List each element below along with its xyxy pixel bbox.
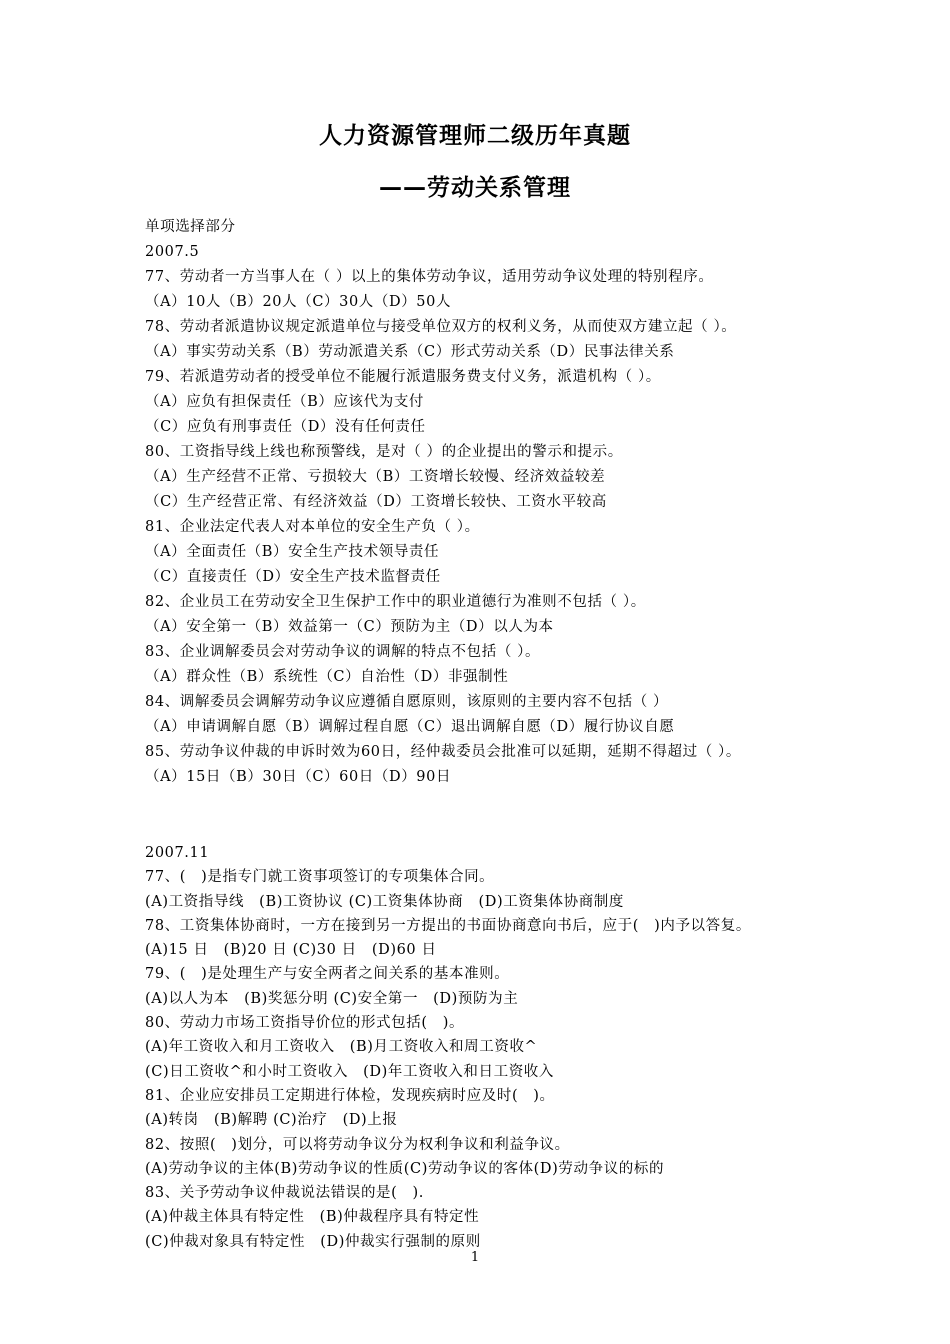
options-80-a: （A）生产经营不正常、亏损较大（B）工资增长较慢、经济效益较差 <box>145 469 606 485</box>
options-85: （A）15日（B）30日（C）60日（D）90日 <box>145 769 452 785</box>
section-2007-11 <box>145 841 845 1254</box>
options-82: (A)劳动争议的主体(B)劳动争议的性质(C)劳动争议的客体(D)劳动争议的标的 <box>145 1160 665 1177</box>
options-83-a: (A)仲裁主体具有特定性 (B)仲裁程序具有特定性 <box>145 1209 480 1226</box>
options-82: （A）安全第一（B）效益第一（C）预防为主（D）以人为本 <box>145 619 554 635</box>
options-78: （A）事实劳动关系（B）劳动派遣关系（C）形式劳动关系（D）民事法律关系 <box>145 344 675 360</box>
question-78: 78、劳动者派遣协议规定派遣单位与接受单位双方的权利义务，从而使双方建立起（ ）。 <box>145 319 737 335</box>
question-80: 80、工资指导线上线也称预警线，是对（ ）的企业提出的警示和提示。 <box>145 444 623 460</box>
section-label: 单项选择部分 <box>145 219 236 235</box>
options-81-a: （A）全面责任（B）安全生产技术领导责任 <box>145 544 440 560</box>
question-82: 82、企业员工在劳动安全卫生保护工作中的职业道德行为准则不包括（ ）。 <box>145 594 646 610</box>
document-title: 人力资源管理师二级历年真题 <box>319 123 631 149</box>
options-77: （A）10人（B）20人（C）30人（D）50人 <box>145 294 452 310</box>
options-77: (A)工资指导线 (B)工资协议 (C)工资集体协商 (D)工资集体协商制度 <box>145 893 625 910</box>
options-79-a: （A）应负有担保责任（B）应该代为支付 <box>145 394 425 410</box>
question-85: 85、劳动争议仲裁的申诉时效为60日，经仲裁委员会批准可以延期，延期不得超过（ ）。 <box>145 744 741 760</box>
question-77: 77、劳动者一方当事人在（ ）以上的集体劳动争议，适用劳动争议处理的特别程序。 <box>145 269 714 285</box>
options-80-c: （C）生产经营正常、有经济效益（D）工资增长较快、工资水平较高 <box>145 494 607 510</box>
options-79-c: （C）应负有刑事责任（D）没有任何责任 <box>145 419 426 435</box>
options-80-a: (A)年工资收入和月工资收入 (B)月工资收入和周工资收^ <box>145 1039 538 1056</box>
question-80: 80、劳动力市场工资指导价位的形式包括( )。 <box>145 1015 465 1032</box>
question-78: 78、工资集体协商时，一方在接到另一方提出的书面协商意向书后，应于( )内予以答复。 <box>145 917 751 934</box>
question-81: 81、企业法定代表人对本单位的安全生产负（ ）。 <box>145 519 480 535</box>
exam-date: 2007.11 <box>145 845 210 861</box>
question-77: 77、( )是指专门就工资事项签订的专项集体合同。 <box>145 869 495 886</box>
question-83: 83、关予劳动争议仲裁说法错误的是( ). <box>145 1185 424 1202</box>
options-81-c: （C）直接责任（D）安全生产技术监督责任 <box>145 569 441 585</box>
options-80-c: (C)日工资收^和小时工资收入 (D)年工资收入和日工资收入 <box>145 1063 554 1080</box>
page-number: 1 <box>470 1250 480 1265</box>
question-81: 81、企业应安排员工定期进行体检，发现疾病时应及时( )。 <box>145 1087 555 1104</box>
options-83: （A）群众性（B）系统性（C）自治性（D）非强制性 <box>145 669 509 685</box>
options-81: (A)转岗 (B)解聘 (C)治疗 (D)上报 <box>145 1112 398 1129</box>
options-79: (A)以人为本 (B)奖惩分明 (C)安全第一 (D)预防为主 <box>145 990 519 1007</box>
document-subtitle: ——劳动关系管理 <box>379 175 571 201</box>
exam-date: 2007.5 <box>145 244 200 260</box>
section-2007-5 <box>145 215 845 790</box>
options-84: （A）申请调解自愿（B）调解过程自愿（C）退出调解自愿（D）履行协议自愿 <box>145 719 675 735</box>
options-78: (A)15 日 (B)20 日 (C)30 日 (D)60 日 <box>145 942 437 959</box>
question-84: 84、调解委员会调解劳动争议应遵循自愿原则，该原则的主要内容不包括（ ） <box>145 694 669 710</box>
options-83-c: (C)仲裁对象具有特定性 (D)仲裁实行强制的原则 <box>145 1233 481 1250</box>
question-83: 83、企业调解委员会对劳动争议的调解的特点不包括（ ）。 <box>145 644 541 660</box>
question-79: 79、若派遣劳动者的授受单位不能履行派遣服务费支付义务，派遣机构（ ）。 <box>145 369 661 385</box>
question-82: 82、按照( )划分，可以将劳动争议分为权利争议和利益争议。 <box>145 1136 570 1153</box>
question-79: 79、( )是处理生产与安全两者之间关系的基本准则。 <box>145 966 510 983</box>
